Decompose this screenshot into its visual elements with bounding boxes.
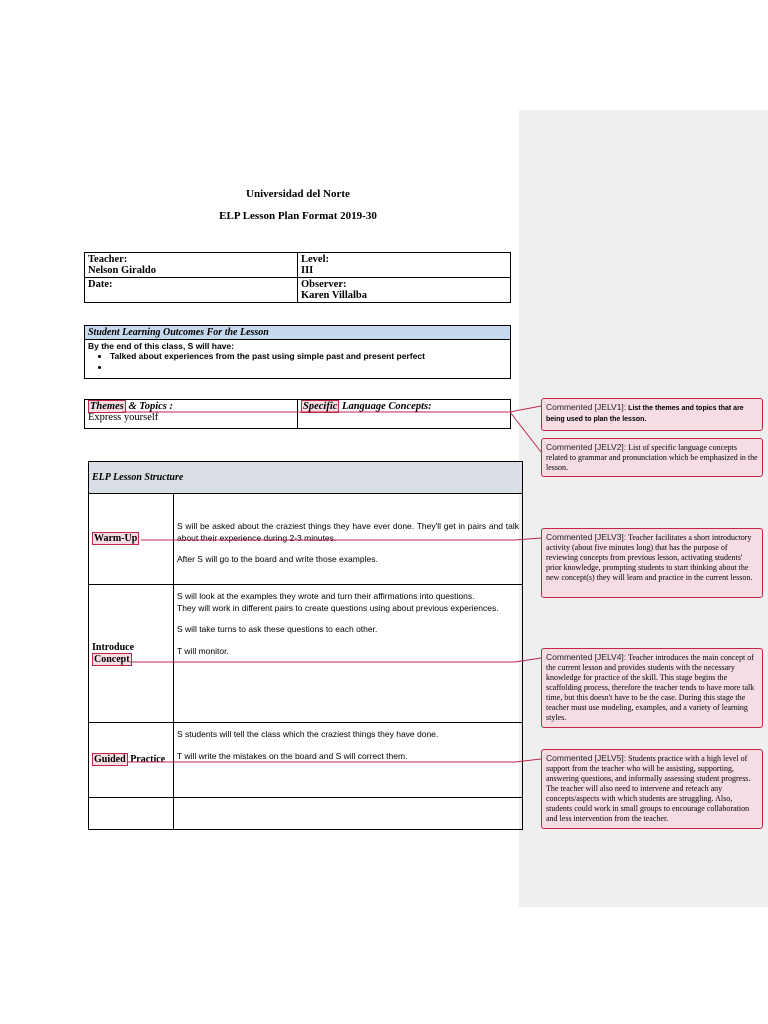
level-value: III bbox=[301, 265, 314, 276]
teacher-value: Nelson Giraldo bbox=[88, 265, 156, 276]
comment-text: List of specific language concepts related to grammar and pronunciation which be emphasized in the lesson. bbox=[546, 443, 758, 472]
themes-value: Express yourself bbox=[88, 412, 159, 423]
connector-jelv2 bbox=[340, 412, 541, 452]
guided-paragraph: S students will tell the class which the craziest things they have done. bbox=[177, 729, 439, 739]
comment-text: Teacher facilitates a short introductory activity (about five minutes long) that has the purpose of reviewing concepts from previous lesson, activating students' prior knowledge, prompting students to start thinking about the new concept(s) they will learn and practice in the current lesson. bbox=[546, 533, 753, 582]
observer-label: Observer: bbox=[301, 279, 347, 290]
comment-jelv3[interactable] bbox=[541, 528, 763, 598]
concept-paragraph: S will take turns to ask these questions to each other. bbox=[177, 624, 378, 634]
guided-highlight[interactable]: Guided bbox=[94, 754, 126, 766]
observer-value: Karen Villalba bbox=[301, 290, 368, 301]
structure-heading: ELP Lesson Structure bbox=[89, 462, 523, 494]
connector-jelv5 bbox=[128, 759, 541, 762]
lesson-plan-title: ELP Lesson Plan Format 2019-30 bbox=[219, 210, 377, 222]
warm-up-paragraph: After S will go to the board and write those examples. bbox=[177, 554, 378, 564]
practice-label: Practice bbox=[127, 754, 166, 766]
concept-paragraph: They will work in different pairs to create questions using about previous experiences. bbox=[177, 602, 499, 613]
themes-highlight[interactable]: Themes bbox=[90, 401, 124, 412]
comment-label: Commented [JELV1]: bbox=[546, 402, 627, 412]
guided-paragraph: T will write the mistakes on the board and S will correct them. bbox=[177, 750, 408, 761]
comment-jelv5[interactable] bbox=[541, 749, 763, 829]
themes-label-rest: & Topics : bbox=[125, 401, 173, 412]
outcome-item: • Talked about experiences from the past using simple past and present perfect bbox=[110, 351, 507, 362]
comment-label: Commented [JELV5]: bbox=[546, 753, 627, 763]
concept-paragraph: T will monitor. bbox=[177, 645, 229, 656]
comment-label: Commented [JELV3]: bbox=[546, 532, 627, 542]
concept-highlight[interactable]: Concept bbox=[94, 653, 130, 665]
connector-jelv1 bbox=[122, 406, 541, 412]
concept-paragraph: S will look at the examples they wrote and turn their affirmations into questions. bbox=[177, 591, 475, 601]
warm-up-highlight[interactable]: Warm-Up bbox=[94, 533, 138, 545]
comment-jelv2[interactable] bbox=[541, 438, 763, 477]
comment-text: List the themes and topics that are being used to plan the lesson. bbox=[546, 405, 744, 423]
connector-jelv4 bbox=[130, 658, 541, 662]
warm-up-paragraph: S will be asked about the craziest things they have ever done. They'll get in pairs and talk about their experience during 2-3 minutes. bbox=[177, 521, 519, 543]
language-label-rest: Language Concepts: bbox=[339, 401, 432, 412]
specific-highlight[interactable]: Specific bbox=[303, 401, 338, 412]
teacher-label: Teacher: bbox=[88, 254, 128, 265]
connector-jelv3 bbox=[141, 538, 541, 540]
comment-label: Commented [JELV4]: bbox=[546, 652, 627, 662]
comment-jelv4[interactable] bbox=[541, 648, 763, 728]
comment-jelv1[interactable] bbox=[541, 398, 763, 431]
introduce-label: Introduce bbox=[92, 642, 135, 653]
university-title: Universidad del Norte bbox=[246, 188, 350, 200]
comment-text: Students practice with a high level of support from the teacher who will be assisting, supporting, answering questions, and informally assessing student progress. The teacher will also need to intervene and reteach any concepts/aspects with which students are struggling. Also, students could work in small groups to encourage collaboration and less intervention from the teacher. bbox=[546, 754, 751, 823]
comment-text: Teacher introduces the main concept of the current lesson and provides students with the necessary knowledge for practice of the skill. This stage begins the scaffolding process, therefore the teacher tends to have more talk time, but this doesn't have to be the case. During this stage the teacher must use modeling, examples, and a variety of learning styles. bbox=[546, 653, 755, 722]
outcomes-heading: Student Learning Outcomes For the Lesson bbox=[85, 326, 511, 340]
outcomes-intro: By the end of this class, S will have: bbox=[88, 341, 234, 351]
comment-label: Commented [JELV2]: bbox=[546, 442, 627, 452]
date-label: Date: bbox=[88, 279, 113, 290]
level-label: Level: bbox=[301, 254, 329, 265]
